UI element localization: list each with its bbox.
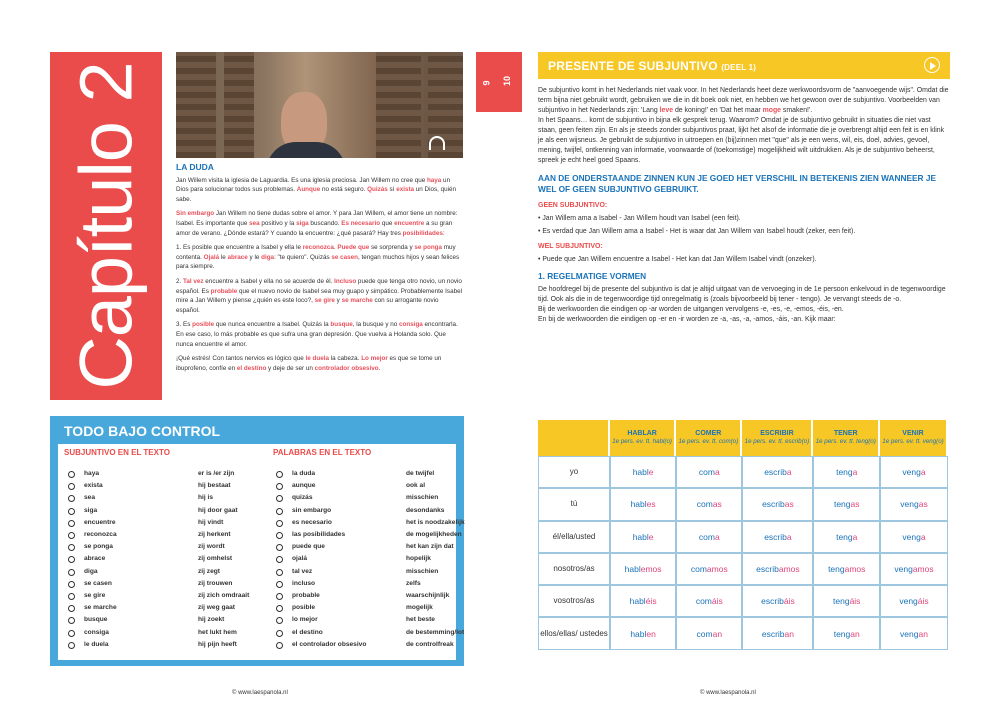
checkbox-circle[interactable] [276,471,283,478]
section-header [538,52,950,79]
vocab-translation: ook al [406,482,426,490]
vocab-term: se marche [84,604,117,612]
checkbox-circle[interactable] [276,495,283,502]
chapter-band [50,52,162,400]
conjugation-row [538,521,948,553]
verb-header: COMER 1e pers. ev. tt. com(o) [676,420,742,456]
checkbox-circle[interactable] [68,617,75,624]
form-cell: coma [676,521,742,553]
form-cell: comáis [676,585,742,617]
form-cell: comas [676,488,742,520]
vocab-term: se ponga [84,543,113,551]
verb-header: ESCRIBIR 1e pers. ev. tt. escrib(o) [742,420,813,456]
form-cell: escriba [742,521,813,553]
geen-item: • Jan Willem ama a Isabel - Jan Willem houdt van Isabel (een feit). [538,215,741,222]
form-cell: escribamos [742,553,813,585]
form-cell: escriban [742,617,813,649]
vocab-translation: hij vindt [198,518,224,526]
conjugation-row [538,585,948,617]
form-cell: comamos [676,553,742,585]
form-cell: tengáis [813,585,880,617]
vocab-term: el destino [292,628,323,636]
story-paragraph: 1. Es posible que encuentre a Isabel y ella le reconozca. Puede que se sorprenda y se ponga muy contenta. Ojalá le abrace y le diga: "te quiero". Quizás se casen, tengan muchos hijos y sean felices para siempre. [176,244,460,271]
section-paragraph: Bij de werkwoorden die eindigen op -ar worden de uitgangen vervolgens -e, -es, -e, -emos, -éis, -en. [538,306,844,313]
vocab-translation: zij herkent [198,531,231,538]
page-numbers [476,52,522,112]
vocab-row-subjuntivo[interactable] [68,580,268,592]
checkbox-circle[interactable] [68,642,75,649]
person-cell: tú [538,488,610,520]
vocab-row-subjuntivo[interactable] [68,470,268,482]
vocab-row-subjuntivo[interactable] [68,507,268,519]
vocab-row-subjuntivo[interactable] [68,555,268,567]
section-paragraph: En bij de werkwoorden die eindigen op -er en -ir worden ze -a, -as, -a, -amos, -áis, -an. Kijk maar: [538,316,836,323]
person-cell: él/ella/usted [538,521,610,553]
vocab-term: sea [84,494,96,502]
person-cell: ellos/ellas/ ustedes [538,617,610,649]
vocab-translation: de bestemming/lot [406,628,465,636]
vocab-translation: hij pijn heeft [198,640,237,648]
vocab-translation: zij wordt [198,543,225,551]
vocab-row-palabras[interactable] [276,507,476,519]
checkbox-circle[interactable] [68,544,75,551]
page-title: PRESENTE DE SUBJUNTIVO (DEEL 1) [548,59,757,73]
vocab-translation: het beste [406,616,435,624]
vocab-row-subjuntivo[interactable] [68,592,268,604]
footer-left: © www.laespanola.nl [232,690,288,696]
checkbox-circle[interactable] [68,495,75,502]
vocab-row-palabras[interactable] [276,568,476,580]
vocab-term: exista [84,482,103,490]
verb-header: TENER 1e pers. ev. tt. teng(o) [813,420,880,456]
vocab-term: busque [84,616,108,624]
vocab-row-palabras[interactable] [276,482,476,494]
play-icon[interactable] [924,57,940,73]
story-paragraph: 3. Es posible que nunca encuentre a Isabel. Quizás la busque, la busque y no consiga encontrarla. En ese caso, lo más probable es que sufra una gran depresión. Que vuelva a Holanda solo. Que nunca encuentre el amor. [176,321,458,348]
story-paragraph: Sin embargo Jan Willem no tiene dudas sobre el amor. Y para Jan Willem, el amor tiene un nombre: Isabel. Es importante que sea positivo y la siga buscando. Es necesario que encuentre a su gran amor de verano. ¿Dónde estará? Y cuando la encuentre: ¿qué pasará? Hay tres posibilidades: [176,210,458,237]
checkbox-circle[interactable] [68,471,75,478]
vocab-term: sin embargo [292,506,332,514]
checkbox-circle[interactable] [276,520,283,527]
page-number-right: 10 [502,75,513,87]
vocab-row-subjuntivo[interactable] [68,519,268,531]
vocab-row-palabras[interactable] [276,616,476,628]
vocab-term: abrace [84,555,106,563]
vocab-term: incluso [292,579,316,587]
form-cell: vengan [880,617,948,649]
vocab-term: haya [84,470,100,477]
vocab-row-palabras[interactable] [276,604,476,616]
vocab-translation: misschien [406,494,439,502]
checkbox-circle[interactable] [276,630,283,637]
col1-header: SUBJUNTIVO EN EL TEXTO [64,448,170,457]
intro-paragraph: In het Spaans… komt de subjuntivo in bijna elk gesprek terug. Waarom? Omdat je de subjuntivo gebruikt in situaties die niet vast staan, geen feiten zijn. En als je steeds zonder subjuntivos praat, lijkt het alsof de informatie die je overbrengt altijd een feit is en klink je als een wijsneus. Je gebruikt de subjuntivo in uitroepen en (bij)zinnen met "que" als je een wens, wil, eis, doel, advies, gevoel, mening, twijfel, ontkenning van informatie, voorwaarde of (toekomstige) mogelijkheid wilt uitdrukken. Als je de subjuntivo beheerst, spreek je echt heel goed Spaans. [538,117,945,164]
checkbox-circle[interactable] [276,605,283,612]
vocab-translation: zij zich omdraait [198,592,250,599]
vocab-translation: mogelijk [406,604,433,612]
vocab-translation: het lukt hem [198,628,237,636]
vocab-translation: het is noodzakelijk [406,518,465,526]
col2-header: PALABRAS EN EL TEXTO [273,448,372,457]
checkbox-circle[interactable] [276,642,283,649]
form-cell: hable [610,521,676,553]
checkbox-circle[interactable] [68,520,75,527]
grammar-text [538,86,950,325]
verb-header: VENIR 1e pers. ev. tt. veng(o) [880,420,948,456]
vocab-term: ojalá [292,555,308,563]
vocab-term: el controlador obsesivo [292,640,367,648]
vocab-row-palabras[interactable] [276,531,476,543]
vocab-translation: zij trouwen [198,579,233,587]
vocab-term: la duda [292,470,316,477]
form-cell: escriba [742,456,813,488]
vocab-row-palabras[interactable] [276,629,476,641]
checkbox-circle[interactable] [68,605,75,612]
vocab-term: encuentre [84,518,116,526]
table-corner [538,420,610,456]
geen-item: • Es verdad que Jan Willem ama a Isabel - Het is waar dat Jan Willem van Isabel houdt (zeker, een feit). [538,228,856,235]
checkbox-circle[interactable] [276,532,283,539]
person-cell: yo [538,456,610,488]
vocab-box [50,416,464,666]
form-cell: hable [610,456,676,488]
checkbox-circle[interactable] [276,593,283,600]
vocab-row-palabras[interactable] [276,470,476,482]
conjugation-row [538,456,948,488]
vocab-term: aunque [292,482,316,490]
person-cell: vosotros/as [538,585,610,617]
verb-header: HABLAR 1e pers. ev. tt. habl(o) [610,420,676,456]
vocab-row-palabras[interactable] [276,580,476,592]
form-cell: coman [676,617,742,649]
intro-paragraph: De subjuntivo komt in het Nederlands niet vaak voor. In het Nederlands heet deze werkwoordsvorm de "aanvoegende wijs". Omdat die term bijna niet gebruikt wordt, gebruiken we die in dit boek ook niet, en hebben we het gewoon over de subjuntivo. Voorbeelden van subjuntivo in het Nederlands zijn: 'Lang leve de koning!' en 'Dat het maar moge smaken!'. [538,87,949,114]
story-paragraph: Jan Willem visita la iglesia de Laguardia. Es una iglesia preciosa. Jan Willem no cree que haya un Dios para solucionar todos sus problemas. Aunque no está seguro. Quizás sí exista un Dios, quién sabe. [176,176,457,203]
vocab-term: es necesario [292,518,332,526]
form-cell: vengas [880,488,948,520]
vocab-term: diga [84,567,98,575]
form-cell: escribas [742,488,813,520]
vocab-translation: zij zegt [198,567,220,575]
geen-label: GEEN SUBJUNTIVO: [538,202,608,209]
conjugation-row [538,553,948,585]
form-cell: venga [880,456,948,488]
checkbox-circle[interactable] [68,508,75,515]
chapter-title: Capítulo 2 [64,62,148,390]
vocab-translation: hij is [198,494,214,502]
vocab-term: se casen [84,579,112,587]
wel-label: WEL SUBJUNTIVO: [538,243,603,250]
vocab-term: le duela [84,640,109,648]
checkbox-circle[interactable] [68,593,75,600]
vocab-row-palabras[interactable] [276,641,476,653]
vocab-translation: er is /er zijn [198,470,235,477]
conjugation-row [538,488,948,520]
vocab-translation: de controlfreak [406,640,454,648]
vocab-row-palabras[interactable] [276,543,476,555]
form-cell: coma [676,456,742,488]
vocab-translation: hij door gaat [198,506,238,514]
vocab-row-subjuntivo[interactable] [68,531,268,543]
conjugation-table [538,420,948,650]
story-paragraph: 2. Tal vez encuentre a Isabel y ella no se acuerde de él. Incluso puede que tenga otro novio, un novio español. Es probable que el nuevo novio de Isabel sea muy guapo y simpático. Probablemente Isabel mire a Jan Willem y piense ¿quién es este loco?, se gire y se marche con su arrogante novio español. [176,277,462,314]
form-cell: vengáis [880,585,948,617]
vocab-row-subjuntivo[interactable] [68,616,268,628]
story-paragraph: ¡Qué estrés! Con tantos nervios es lógico que le duela la cabeza. Lo mejor es que se tome un ibuprofeno, confíe en el destino y deje de ser un controlador obsesivo. [176,355,442,372]
checkbox-circle[interactable] [68,630,75,637]
conjugation-row [538,617,948,649]
checkbox-circle[interactable] [276,508,283,515]
vocab-row-palabras[interactable] [276,519,476,531]
vocab-translation: hij zoekt [198,616,225,624]
vocab-translation: de mogelijkheden [406,531,462,538]
form-cell: escribáis [742,585,813,617]
vocab-translation: de twijfel [406,470,435,477]
vocab-row-subjuntivo[interactable] [68,568,268,580]
checkbox-circle[interactable] [276,483,283,490]
form-cell: tengamos [813,553,880,585]
vocab-term: se gire [84,592,106,599]
story-title: LA DUDA [176,162,214,172]
vocab-term: quizás [292,494,313,502]
vocab-term: tal vez [292,567,313,575]
checkbox-circle[interactable] [68,483,75,490]
form-cell: tenga [813,456,880,488]
checkbox-circle[interactable] [68,532,75,539]
checkbox-circle[interactable] [276,556,283,563]
form-cell: venga [880,521,948,553]
form-cell: hablemos [610,553,676,585]
vocab-row-subjuntivo[interactable] [68,543,268,555]
section-paragraph: De hoofdregel bij de presente del subjuntivo is dat je altijd uitgaat van de vervoeging in de 1e persoon enkelvoud in de tegenwoordige tijd. Ook als die in de tegenwoordige tijd onregelmatig is (zoals bijvoorbeeld bij tener - tengo). Je vervangt steeds de -o. [538,286,946,303]
vocab-row-palabras[interactable] [276,494,476,506]
checkbox-circle[interactable] [276,581,283,588]
vocab-term: siga [84,506,98,514]
vocab-translation: zij weg gaat [198,604,236,612]
vocab-row-subjuntivo[interactable] [68,494,268,506]
vocab-translation: desondanks [406,506,445,514]
checkbox-circle[interactable] [276,544,283,551]
vocab-translation: het kan zijn dat [406,543,454,551]
vocab-term: probable [292,592,320,599]
vocab-translation: waarschijnlijk [406,592,450,599]
vocab-row-subjuntivo[interactable] [68,629,268,641]
checkbox-circle[interactable] [68,569,75,576]
headphones-icon[interactable] [429,136,445,150]
vocab-term: las posibilidades [292,531,346,538]
vocab-term: posible [292,604,316,612]
wel-item: • Puede que Jan Willem encuentre a Isabel - Het kan dat Jan Willem Isabel vindt (onzeker). [538,256,817,263]
form-cell: tengas [813,488,880,520]
vocab-term: lo mejor [292,616,318,624]
vocab-row-palabras[interactable] [276,555,476,567]
form-cell: tengan [813,617,880,649]
vocab-term: reconozca [84,531,117,538]
difference-heading: AAN DE ONDERSTAANDE ZINNEN KUN JE GOED HET VERSCHIL IN BETEKENIS ZIEN WANNEER JE WEL OF GEEN SUBJUNTIVO GEBRUIKT. [538,173,936,194]
story-photo [176,52,463,158]
vocab-row-subjuntivo[interactable] [68,641,268,653]
vocab-term: puede que [292,543,325,551]
vocab-translation: zij omhelst [198,555,233,563]
footer-right: © www.laespanola.nl [700,690,756,696]
checkbox-circle[interactable] [276,617,283,624]
checkbox-circle[interactable] [68,581,75,588]
checkbox-circle[interactable] [68,556,75,563]
vocab-term: consiga [84,628,109,636]
story-text [176,163,464,378]
vocab-translation: zelfs [406,579,421,587]
form-cell: vengamos [880,553,948,585]
vocab-translation: hopelijk [406,555,431,563]
form-cell: tenga [813,521,880,553]
vocab-translation: misschien [406,567,439,575]
vocab-row-subjuntivo[interactable] [68,482,268,494]
person-cell: nosotros/as [538,553,610,585]
checkbox-circle[interactable] [276,569,283,576]
form-cell: hables [610,488,676,520]
section-heading: 1. REGELMATIGE VORMEN [538,271,647,281]
vocab-row-subjuntivo[interactable] [68,604,268,616]
form-cell: habléis [610,585,676,617]
vocab-translation: hij bestaat [198,482,231,490]
vocab-box-title: TODO BAJO CONTROL [64,423,221,439]
vocab-row-palabras[interactable] [276,592,476,604]
page-number-left: 9 [481,80,492,86]
form-cell: hablen [610,617,676,649]
